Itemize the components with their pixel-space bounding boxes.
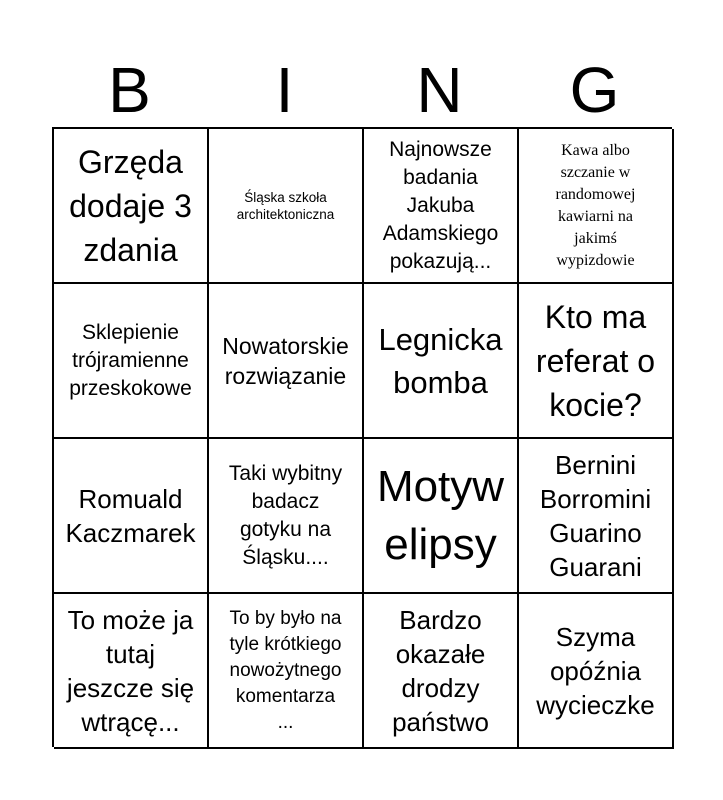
cell-text: Taki wybitny badacz gotyku na Śląsku.... xyxy=(228,461,343,569)
cell-text: Bardzo okazałe drodzy państwo xyxy=(392,604,489,737)
bingo-cell[interactable] xyxy=(209,594,364,749)
cell-text: Kto ma referat o kocie? xyxy=(535,298,656,423)
cell-text: Szyma opóźnia wycieczke xyxy=(536,621,655,720)
bingo-cell[interactable] xyxy=(364,129,519,284)
cell-text: Sklepienie trójramienne przeskokowe xyxy=(69,320,192,400)
bingo-cell[interactable] xyxy=(364,439,519,594)
header-letter-i: I xyxy=(275,54,294,126)
bingo-cell[interactable] xyxy=(209,439,364,594)
cell-text: Bernini Borromini Guarino Guarani xyxy=(539,449,652,582)
header-letter-g: G xyxy=(569,54,620,126)
bingo-header xyxy=(52,52,672,128)
bingo-cell[interactable] xyxy=(519,284,674,439)
bingo-cell[interactable] xyxy=(519,129,674,284)
bingo-cell[interactable] xyxy=(54,439,209,594)
bingo-cell[interactable] xyxy=(209,284,364,439)
cell-text: Kawa albo szczanie w randomowej kawiarni na jakimś wypizdowie xyxy=(555,141,636,269)
bingo-cell[interactable] xyxy=(364,594,519,749)
bingo-cell[interactable] xyxy=(54,129,209,284)
bingo-cell[interactable] xyxy=(364,284,519,439)
bingo-board xyxy=(52,127,672,747)
cell-text: Nowatorskie rozwiązanie xyxy=(222,332,349,389)
cell-text: Legnicka bomba xyxy=(378,321,503,400)
cell-text: To by było na tyle krótkiego nowożytnego komentarza ... xyxy=(229,607,342,733)
header-letter-b: B xyxy=(108,54,151,126)
cell-text: To może ja tutaj jeszcze się wtrącę... xyxy=(66,604,195,737)
header-letter-n: N xyxy=(416,54,463,126)
cell-text: Grzęda dodaje 3 zdania xyxy=(69,143,192,268)
cell-text: Najnowsze badania Jakuba Adamskiego pokazują... xyxy=(382,137,499,273)
cell-text: Śląska szkoła architektoniczna xyxy=(236,189,335,222)
bingo-cell[interactable] xyxy=(54,284,209,439)
cell-text: Romuald Kaczmarek xyxy=(65,483,196,548)
cell-text: Motyw elipsy xyxy=(376,461,505,569)
bingo-cell[interactable] xyxy=(519,439,674,594)
bingo-cell[interactable] xyxy=(519,594,674,749)
bingo-cell[interactable] xyxy=(209,129,364,284)
bingo-cell[interactable] xyxy=(54,594,209,749)
